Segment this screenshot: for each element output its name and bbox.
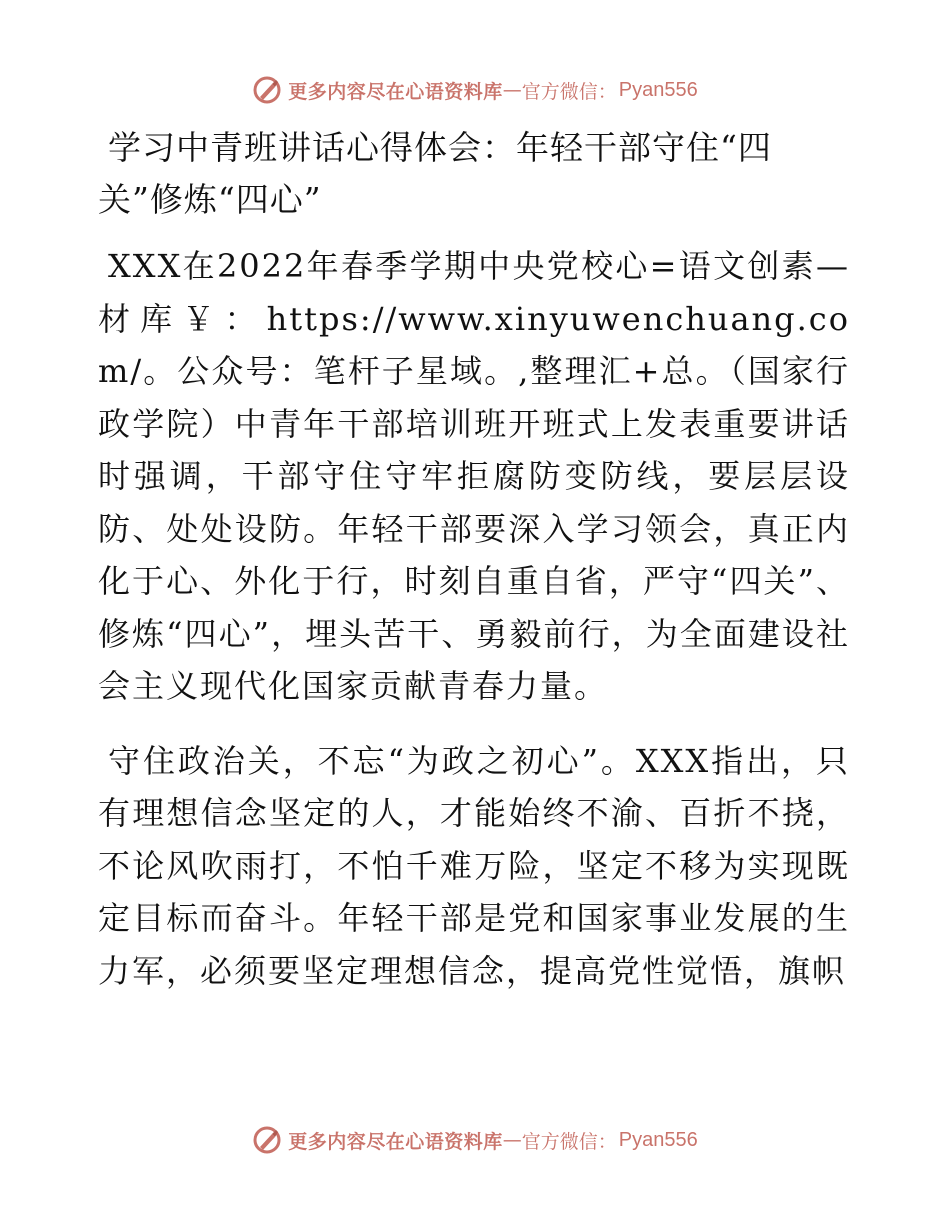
paragraph-1: XXX在2022年春季学期中央党校心=语文创素—材库￥：https://www.xinyuwenchuang.com/。公众号：笔杆子星域。,整理汇+总。（国家行政学院）中青年干部培训班开班式上发表重要讲话时强调，干部守住守牢拒腐防变防线，要层层设防、处处设防。年轻干部要深入学习领会，真正内化于心、外化于行，时刻自重自省，严守“四关”、修炼“四心”，埋头苦干、勇毅前行，为全面建设社会主义现代化国家贡献青春力量。	[98, 247, 850, 705]
pen-logo-icon	[252, 75, 282, 105]
banner-dash: —	[502, 1129, 522, 1151]
pen-logo-icon	[252, 1125, 282, 1155]
banner-wechat-label: 官方微信：	[521, 80, 617, 103]
banner-wechat-label: 官方微信：	[521, 1130, 617, 1153]
header-watermark-banner	[0, 70, 950, 110]
document-body	[98, 122, 850, 1019]
banner-text: 更多内容尽在心语资料库	[288, 80, 503, 103]
banner-wechat-id: Pyan556	[618, 1128, 698, 1151]
banner-wechat-id: Pyan556	[618, 78, 698, 101]
document-title: 学习中青班讲话心得体会：年轻干部守住“四关”修炼“四心”	[98, 128, 772, 219]
footer-watermark-banner	[0, 1120, 950, 1160]
paragraph-2: 守住政治关，不忘“为政之初心”。XXX指出，只有理想信念坚定的人，才能始终不渝、百折不挠，不论风吹雨打，不怕千难万险，坚定不移为实现既定目标而奋斗。年轻干部是党和国家事业发展的生力军，必须要坚定理想信念，提高党性觉悟，旗帜	[98, 741, 850, 990]
banner-dash: —	[502, 79, 522, 101]
banner-text: 更多内容尽在心语资料库	[288, 1130, 503, 1153]
